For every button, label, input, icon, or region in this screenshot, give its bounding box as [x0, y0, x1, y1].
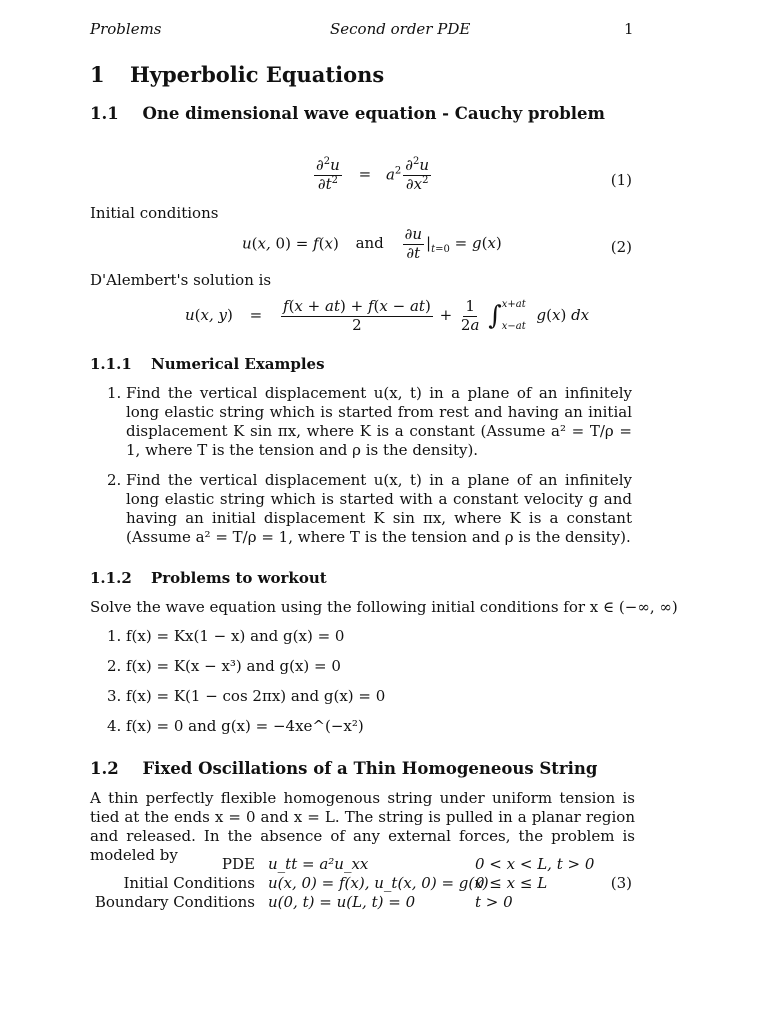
- item-number: 3.: [107, 687, 122, 705]
- subsection-title: Fixed Oscillations of a Thin Homogeneous String: [142, 759, 598, 778]
- initial-conditions-row-label: Initial Conditions: [123, 874, 255, 892]
- subsubsection-heading: [90, 355, 325, 373]
- initial-conditions-label: Initial conditions: [90, 204, 219, 222]
- header-left: Problems: [90, 20, 162, 38]
- equation-number-2: (2): [610, 238, 632, 256]
- section-title: Hyperbolic Equations: [129, 62, 385, 87]
- boundary-conditions-condition: t > 0: [475, 893, 513, 911]
- initial-conditions-equation: u(x, 0) = f(x) and $\frac{\partial u}{\partial t}$ $|_{t=0} = g(x)$: [242, 225, 502, 262]
- initial-conditions-expression: u(x, 0) = f(x), u_t(x, 0) = g(x): [268, 874, 489, 892]
- item-text: f(x) = K(1 − cos 2πx) and g(x) = 0: [126, 687, 386, 705]
- subsubsection-number: 1.1.1: [90, 355, 132, 373]
- header-center: Second order PDE: [330, 20, 471, 38]
- item-number: 4.: [107, 717, 122, 735]
- section-heading: [90, 62, 384, 87]
- dalembert-solution: u(x, y) = $\frac{f(x + at) + f(x - at)}{2}$ + $\frac{1}{2a}$ ∫ x+at x−at g(x) dx: [185, 296, 590, 334]
- dalembert-text: D'Alembert's solution is: [90, 271, 272, 289]
- pde-condition: 0 < x < L, t > 0: [475, 855, 595, 873]
- boundary-conditions-expression: u(0, t) = u(L, t) = 0: [268, 893, 416, 911]
- item-number: 1.: [107, 627, 122, 645]
- item-number: 2.: [107, 657, 122, 675]
- item-number: 2.: [107, 471, 122, 489]
- item-text: Find the vertical displacement u(x, t) in a plane of an infinitely long elastic string which is started from rest and having an initial displacement K sin πx, where K is a constant (Assume a² = T/ρ = 1, where T is the tension and ρ is the density).: [126, 384, 632, 459]
- section-number: 1: [90, 62, 105, 87]
- string-paragraph: A thin perfectly flexible homogenous string under uniform tension is tied at the ends x = 0 and x = L. The string is pulled in a planar region and released. In the absence of any external forces, the problem is modeled by: [90, 789, 635, 864]
- subsection-heading: [90, 104, 605, 123]
- pde-label: PDE: [221, 855, 255, 873]
- equation-number-3: (3): [610, 874, 632, 892]
- pde-expression: u_tt = a²u_xx: [268, 855, 369, 873]
- item-text: f(x) = 0 and g(x) = −4xe^(−x²): [126, 717, 364, 735]
- workout-intro: Solve the wave equation using the following initial conditions for x ∈ (−∞, ∞): [90, 598, 678, 616]
- item-text: Find the vertical displacement u(x, t) in a plane of an infinitely long elastic string which is started with a constant velocity g and having an initial displacement K sin πx, where K is a constant (Assume a² = T/ρ = 1, where T is the tension and ρ is the density).: [126, 471, 632, 546]
- item-text: f(x) = K(x − x³) and g(x) = 0: [126, 657, 341, 675]
- subsubsection-heading: [90, 569, 327, 587]
- initial-conditions-condition: 0 ≤ x ≤ L: [475, 874, 548, 892]
- subsubsection-title: Problems to workout: [151, 569, 327, 587]
- item-number: 1.: [107, 384, 122, 402]
- boundary-conditions-label: Boundary Conditions: [94, 893, 255, 911]
- subsection-title: One dimensional wave equation - Cauchy problem: [142, 104, 605, 123]
- and-word: and: [355, 234, 384, 253]
- subsection-number: 1.2: [90, 759, 119, 778]
- wave-equation: $\frac{\partial^2u}{\partial t^2}$ = $a^2$ $\frac{\partial^2u}{\partial x^2}$: [316, 156, 430, 193]
- subsection-number: 1.1: [90, 104, 119, 123]
- page-number: 1: [624, 20, 634, 38]
- subsubsection-number: 1.1.2: [90, 569, 132, 587]
- subsection-heading: [90, 759, 597, 778]
- equation-number-1: (1): [610, 171, 632, 189]
- item-text: f(x) = Kx(1 − x) and g(x) = 0: [126, 627, 345, 645]
- subsubsection-title: Numerical Examples: [151, 355, 325, 373]
